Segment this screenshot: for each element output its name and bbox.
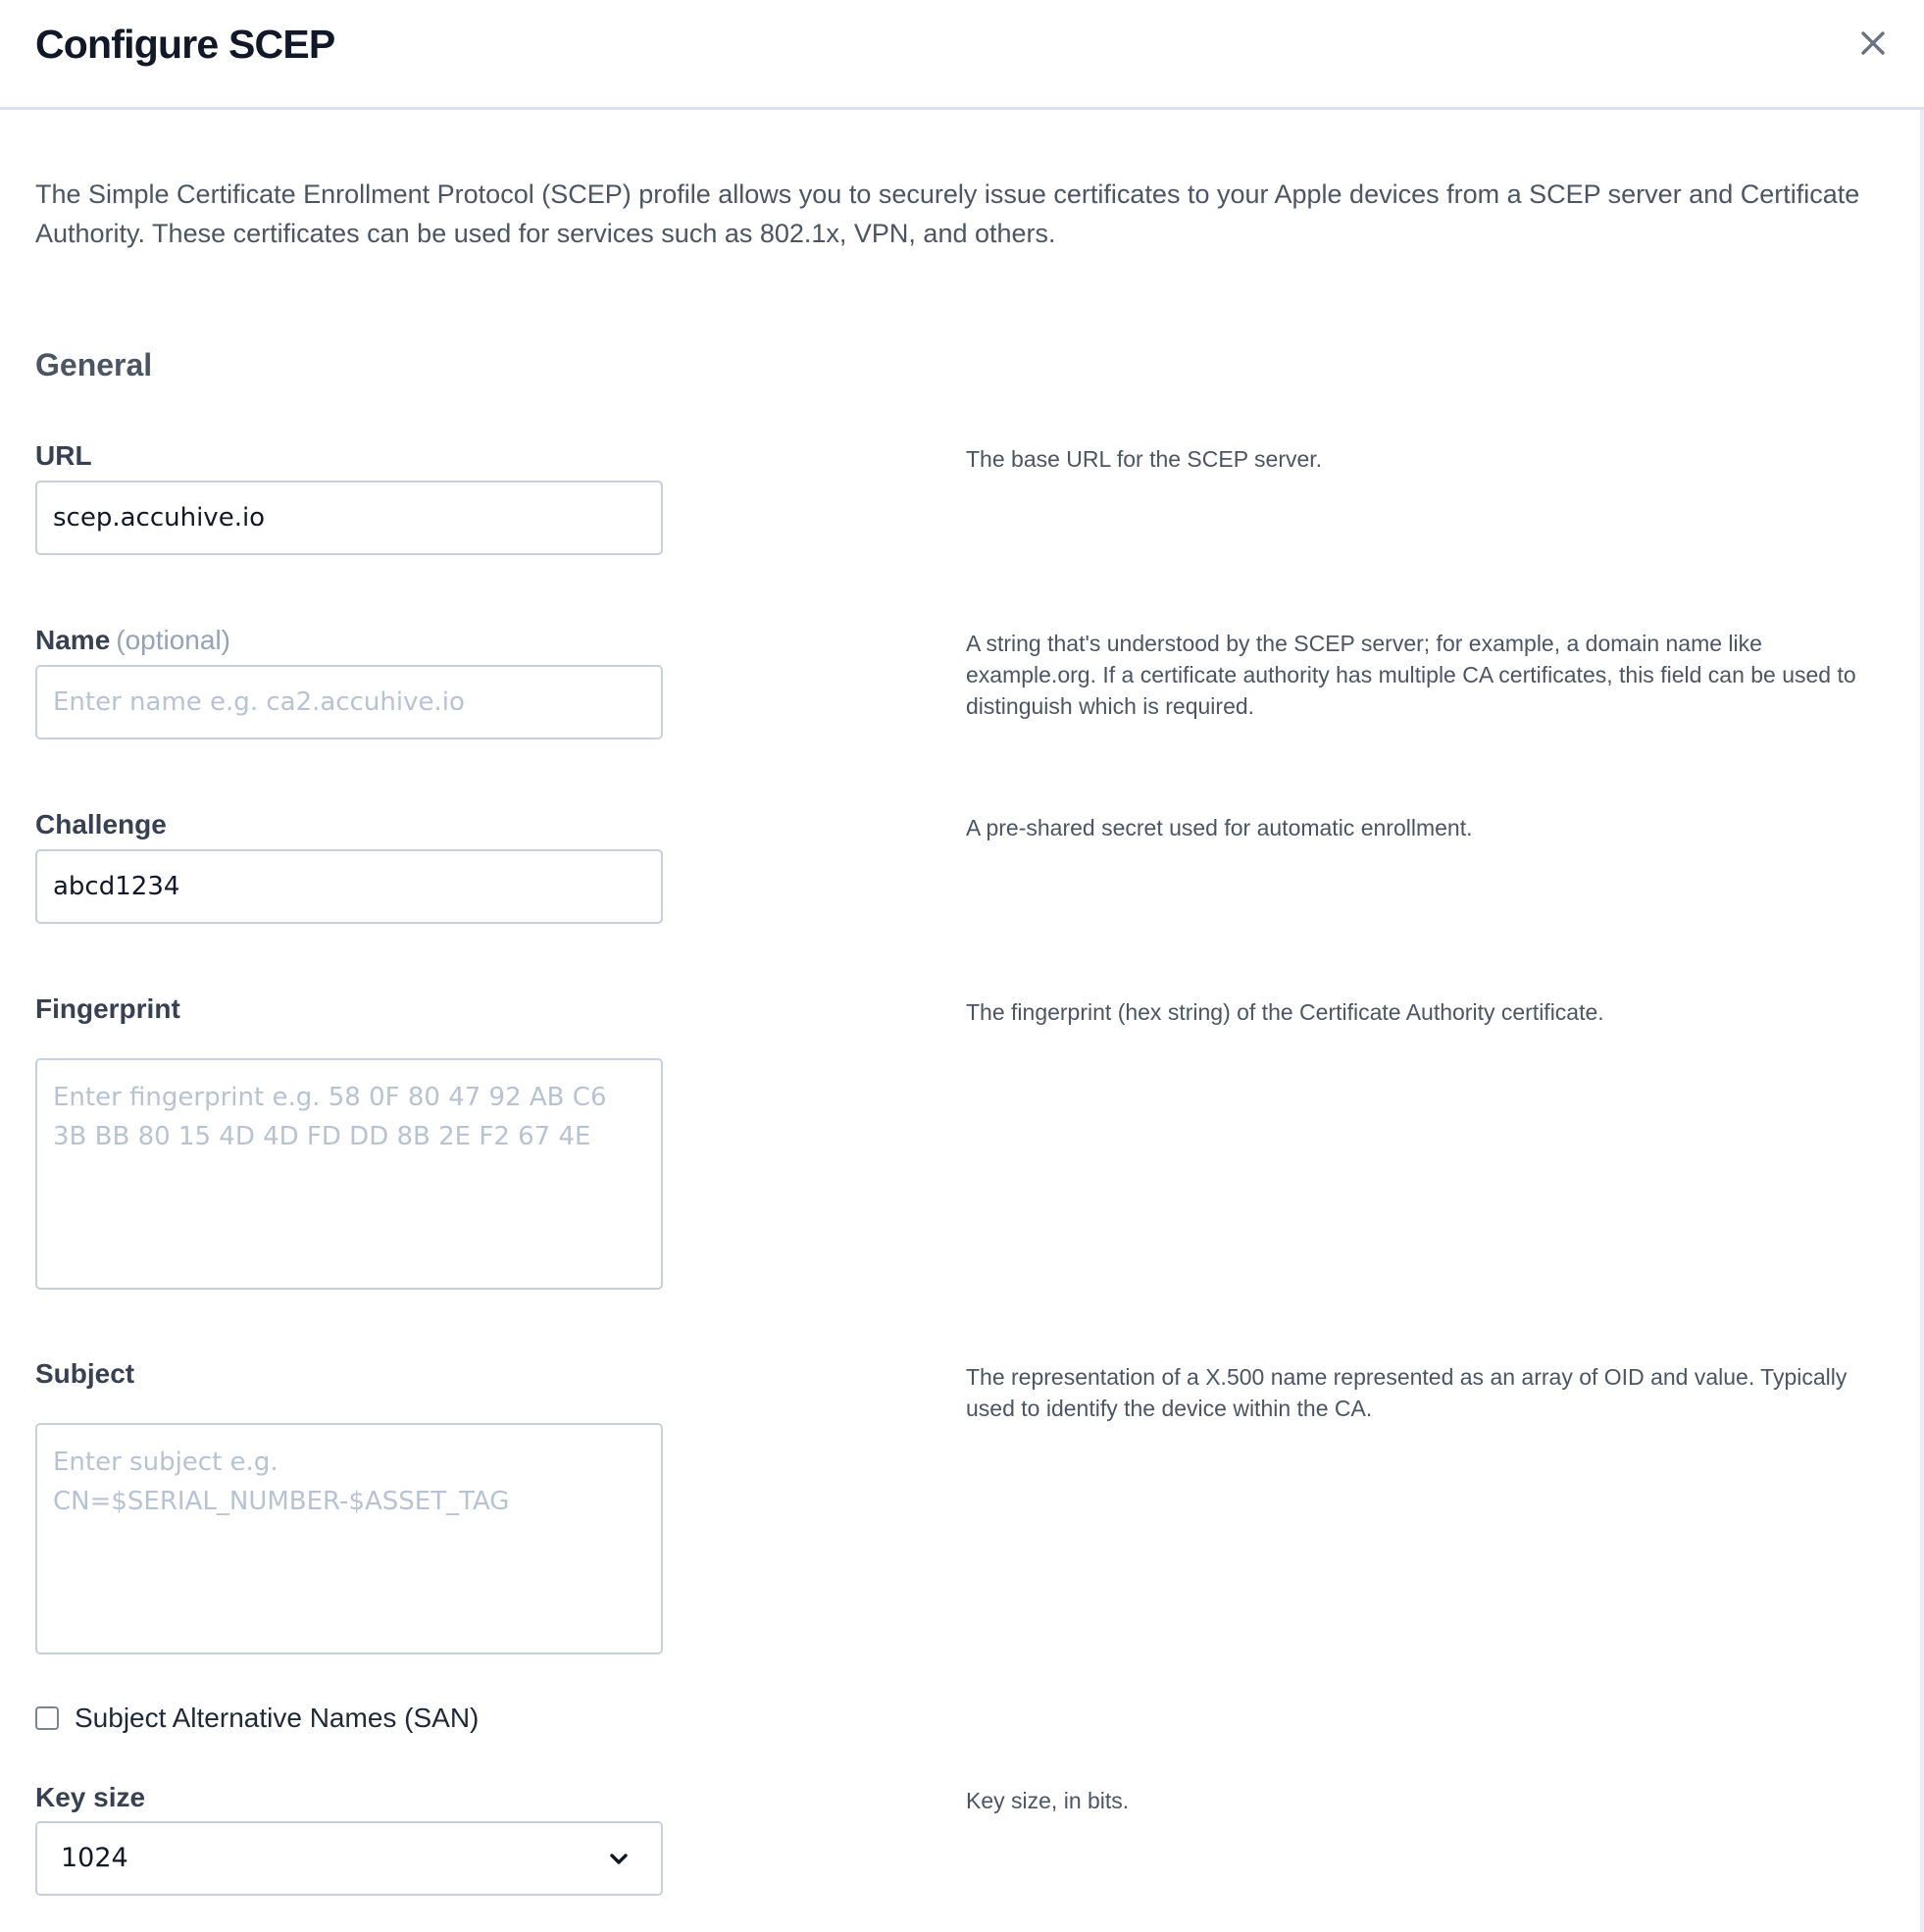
san-checkbox[interactable] bbox=[35, 1706, 59, 1730]
close-button[interactable] bbox=[1853, 24, 1893, 63]
name-label-text: Name bbox=[35, 625, 111, 655]
name-help-text: A string that's understood by the SCEP server; for example, a domain name like example.org. If a certificate authority has multiple CA certificates, this field can be used to distinguish which is required. bbox=[966, 631, 1856, 719]
fingerprint-help-text: The fingerprint (hex string) of the Certificate Authority certificate. bbox=[966, 999, 1604, 1025]
url-help-text: The base URL for the SCEP server. bbox=[966, 446, 1323, 472]
subject-textarea[interactable] bbox=[35, 1423, 663, 1654]
intro-description: The Simple Certificate Enrollment Protocol (SCEP) profile allows you to securely issue certificates to your Apple devices from a SCEP server and Certificate Authority. These certificates can be used for services such as 802.1x, VPN, and others. bbox=[35, 179, 1860, 248]
san-checkbox-row[interactable] bbox=[35, 1703, 479, 1734]
optional-hint: (optional) bbox=[116, 625, 230, 655]
key-size-select[interactable] bbox=[35, 1821, 663, 1896]
key-size-label: Key size bbox=[35, 1782, 146, 1812]
challenge-label: Challenge bbox=[35, 809, 167, 839]
fingerprint-label: Fingerprint bbox=[35, 993, 180, 1024]
name-label bbox=[35, 625, 230, 656]
section-heading-general: General bbox=[35, 347, 153, 382]
key-size-value[interactable]: 1024 bbox=[61, 1843, 128, 1873]
subject-help-text: The representation of a X.500 name represented as an array of OID and value. Typically used to identify the device within the CA. bbox=[966, 1364, 1848, 1421]
san-checkbox-label[interactable]: Subject Alternative Names (SAN) bbox=[75, 1703, 480, 1733]
dialog-header bbox=[0, 0, 1924, 110]
subject-label: Subject bbox=[35, 1358, 135, 1389]
fingerprint-textarea[interactable] bbox=[35, 1058, 663, 1290]
close-icon[interactable] bbox=[1853, 24, 1893, 63]
url-input[interactable] bbox=[35, 481, 663, 555]
name-input[interactable] bbox=[35, 665, 663, 739]
panel-edge bbox=[1920, 110, 1924, 1932]
url-label: URL bbox=[35, 440, 92, 471]
key-size-help-text: Key size, in bits. bbox=[966, 1788, 1130, 1813]
challenge-input[interactable] bbox=[35, 849, 663, 924]
dialog-title: Configure SCEP bbox=[35, 22, 335, 67]
chevron-down-icon[interactable] bbox=[606, 1847, 632, 1872]
challenge-help-text: A pre-shared secret used for automatic enrollment. bbox=[966, 815, 1473, 840]
